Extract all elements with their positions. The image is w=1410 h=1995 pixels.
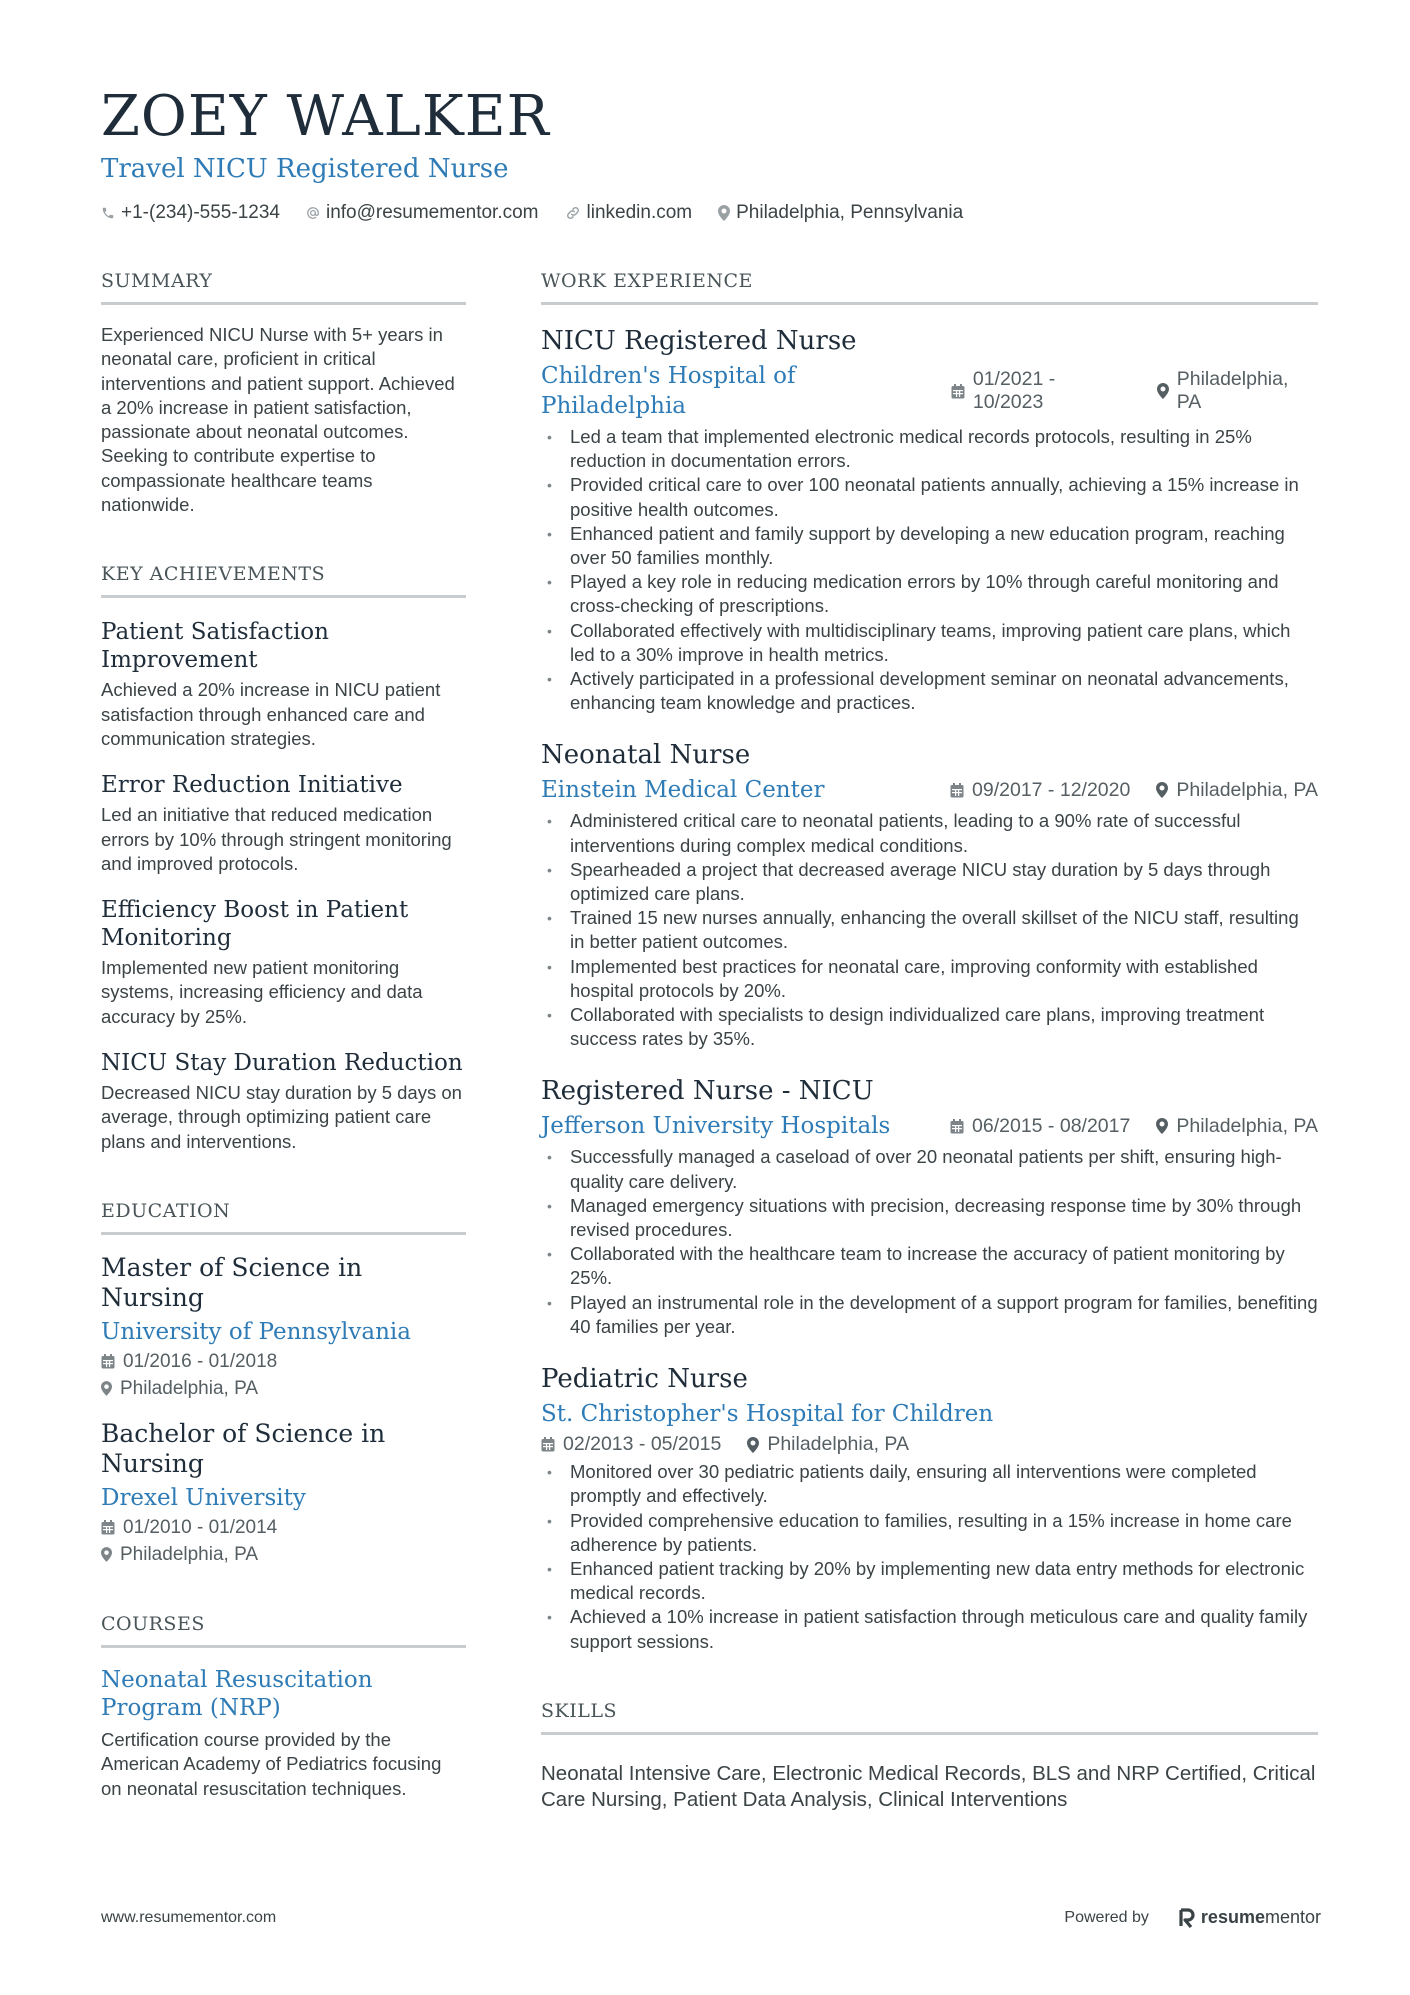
- job-company: Jefferson University Hospitals: [541, 1113, 891, 1140]
- calendar-icon: [950, 1119, 964, 1134]
- achievement-desc: Led an initiative that reduced medication errors by 10% through stringent monitoring and improved protocols.: [101, 804, 452, 874]
- education-item: [101, 1253, 466, 1401]
- location-pin-icon: [101, 1547, 112, 1562]
- achievement-item: [101, 771, 466, 876]
- achievement-title: NICU Stay Duration Reduction: [101, 1050, 463, 1077]
- achievement-desc: Implemented new patient monitoring systems, increasing efficiency and data accuracy by 25%.: [101, 957, 423, 1027]
- bullet-item: • Implemented best practices for neonatal care, improving conformity with established hospital protocols by 20%.: [541, 955, 1318, 1003]
- job-dates: [950, 1115, 1130, 1138]
- education-school: University of Pennsylvania: [101, 1318, 411, 1345]
- education-dates: [101, 1516, 466, 1540]
- job-role: Pediatric Nurse: [541, 1364, 748, 1395]
- job-entry: [541, 325, 1318, 715]
- job-bullets: [541, 425, 1318, 715]
- education-heading: EDUCATION: [101, 1198, 466, 1235]
- achievements-section: [101, 561, 466, 1154]
- bullet-item: • Played an instrumental role in the development of a support program for families, benefiting 40 families per year.: [541, 1291, 1318, 1339]
- location-pin-icon: [1156, 1118, 1168, 1134]
- job-location: [1156, 779, 1318, 802]
- calendar-icon: [101, 1520, 115, 1535]
- email-text: info@resumementor.com: [325, 202, 539, 223]
- dates-text: 02/2013 - 05/2015: [563, 1433, 722, 1456]
- location-text: Philadelphia, PA: [120, 1543, 259, 1565]
- bullet-item: • Successfully managed a caseload of over 20 neonatal patients per shift, ensuring high-quality care delivery.: [541, 1145, 1318, 1193]
- summary-section: [101, 268, 466, 517]
- job-meta: [541, 1433, 1318, 1456]
- bullet-item: • Enhanced patient tracking by 20% by implementing new data entry methods for electronic medical records.: [541, 1557, 1318, 1605]
- job-meta: [924, 779, 1318, 802]
- bullet-item: • Led a team that implemented electronic medical records protocols, resulting in 25% reduction in documentation errors.: [541, 425, 1318, 473]
- location-pin-icon: [101, 1381, 112, 1396]
- job-role: NICU Registered Nurse: [541, 326, 857, 356]
- bullet-item: • Managed emergency situations with precision, decreasing response time by 30% through revised procedures.: [541, 1194, 1318, 1242]
- education-degree: Bachelor of Science in Nursing: [101, 1418, 386, 1478]
- bullet-item: • Collaborated effectively with multidisciplinary teams, improving patient care plans, which led to a 30% improve in health metrics.: [541, 619, 1318, 667]
- location-text: Philadelphia, Pennsylvania: [736, 202, 964, 223]
- job-location: [1157, 368, 1318, 414]
- dates-text: 01/2021 - 10/2023: [972, 368, 1056, 413]
- bullet-item: • Trained 15 new nurses annually, enhancing the overall skillset of the NICU staff, resulting in better patient outcomes.: [541, 906, 1318, 954]
- resume-header: [101, 84, 1321, 224]
- job-location: [1156, 1115, 1318, 1138]
- job-bullets: [541, 1145, 1318, 1339]
- experience-section: [541, 268, 1318, 1654]
- education-dates: [101, 1350, 466, 1374]
- job-meta: [947, 368, 1318, 414]
- job-header-row: [541, 361, 1318, 421]
- location-pin-icon: [1156, 782, 1168, 798]
- footer-website[interactable]: www.resumementor.com: [101, 1908, 277, 1926]
- link-icon: [565, 205, 581, 221]
- achievement-item: [101, 618, 466, 751]
- dates-text: 09/2017 - 12/2020: [972, 778, 1131, 801]
- dates-text: 06/2015 - 08/2017: [972, 1114, 1131, 1137]
- experience-heading: WORK EXPERIENCE: [541, 268, 1318, 305]
- contact-location: [718, 202, 963, 224]
- bullet-item: • Collaborated with the healthcare team to increase the accuracy of patient monitoring by 25%.: [541, 1242, 1318, 1290]
- bullet-item: • Achieved a 10% increase in patient satisfaction through meticulous care and quality family support sessions.: [541, 1605, 1318, 1653]
- education-school: Drexel University: [101, 1484, 306, 1511]
- location-text: Philadelphia, PA: [1176, 778, 1318, 801]
- job-company: Einstein Medical Center: [541, 777, 825, 804]
- bullet-item: • Administered critical care to neonatal patients, leading to a 90% rate of successful interventions during complex medical conditions.: [541, 809, 1318, 857]
- resumementor-logo-icon: [1179, 1908, 1195, 1928]
- job-company: Children's Hospital of Philadelphia: [541, 363, 796, 419]
- achievements-heading: KEY ACHIEVEMENTS: [101, 561, 466, 598]
- courses-heading: COURSES: [101, 1611, 466, 1648]
- location-text: Philadelphia, PA: [767, 1433, 909, 1456]
- contact-phone: [101, 202, 280, 224]
- job-dates: [951, 368, 1131, 414]
- location-pin-icon: [747, 1437, 759, 1453]
- linkedin-text: linkedin.com: [586, 202, 693, 223]
- left-column: [101, 268, 466, 1845]
- education-item: [101, 1419, 466, 1567]
- education-section: [101, 1198, 466, 1567]
- achievement-desc: Achieved a 20% increase in NICU patient satisfaction through enhanced care and communication strategies.: [101, 679, 441, 749]
- job-header-row: [541, 1111, 1318, 1141]
- job-company: St. Christopher's Hospital for Children: [541, 1401, 994, 1428]
- skills-text: Neonatal Intensive Care, Electronic Medical Records, BLS and NRP Certified, Critical Care Nursing, Patient Data Analysis, Clinical Interventions: [541, 1761, 1316, 1811]
- achievement-item: [101, 1049, 466, 1154]
- course-desc: Certification course provided by the American Academy of Pediatrics focusing on neonatal resuscitation techniques.: [101, 1728, 442, 1799]
- bullet-item: • Provided critical care to over 100 neonatal patients annually, achieving a 15% increase in positive health outcomes.: [541, 473, 1318, 521]
- contact-bar: [101, 202, 1321, 224]
- location-pin-icon: [718, 205, 730, 221]
- course-title: Neonatal Resuscitation Program (NRP): [101, 1666, 373, 1721]
- bullet-item: • Spearheaded a project that decreased average NICU stay duration by 5 days through optimized care plans.: [541, 858, 1318, 906]
- education-degree: Master of Science in Nursing: [101, 1252, 363, 1312]
- candidate-title: Travel NICU Registered Nurse: [101, 154, 509, 184]
- education-location: [101, 1543, 466, 1567]
- job-meta: [924, 1115, 1318, 1138]
- achievement-title: Patient Satisfaction Improvement: [101, 619, 329, 674]
- summary-heading: SUMMARY: [101, 268, 466, 305]
- calendar-icon: [950, 783, 964, 798]
- job-entry: [541, 1363, 1318, 1654]
- dates-text: 01/2010 - 01/2014: [123, 1516, 278, 1538]
- education-location: [101, 1377, 466, 1401]
- job-entry: [541, 739, 1318, 1051]
- location-pin-icon: [1157, 383, 1169, 399]
- phone-text: +1-(234)-555-1234: [121, 202, 280, 223]
- contact-email[interactable]: [306, 202, 539, 224]
- bullet-item: • Provided comprehensive education to families, resulting in a 15% increase in home care adherence by patients.: [541, 1509, 1318, 1557]
- job-header-row: [541, 775, 1318, 805]
- job-role: Neonatal Nurse: [541, 740, 751, 771]
- job-bullets: [541, 809, 1318, 1051]
- right-column: [541, 268, 1318, 1813]
- powered-by-label: Powered by: [1064, 1908, 1149, 1926]
- brand-name-light: mentor: [1264, 1907, 1321, 1927]
- job-dates: [950, 779, 1130, 802]
- phone-icon: [101, 206, 115, 220]
- bullet-item: • Enhanced patient and family support by developing a new education program, reaching over 50 families monthly.: [541, 522, 1318, 570]
- powered-by: [1064, 1907, 1321, 1928]
- location-text: Philadelphia, PA: [120, 1377, 259, 1399]
- brand-name-bold: resume: [1200, 1907, 1265, 1927]
- bullet-item: • Actively participated in a professional development seminar on neonatal advancements, enhancing team knowledge and practices.: [541, 667, 1318, 715]
- calendar-icon: [951, 384, 965, 399]
- calendar-icon: [541, 1437, 555, 1452]
- at-icon: [306, 206, 320, 220]
- bullet-item: • Played a key role in reducing medication errors by 10% through careful monitoring and cross-checking of prescriptions.: [541, 570, 1318, 618]
- calendar-icon: [101, 1354, 115, 1369]
- location-text: Philadelphia, PA: [1176, 1114, 1318, 1137]
- location-text: Philadelphia, PA: [1176, 368, 1289, 413]
- achievement-title: Error Reduction Initiative: [101, 772, 403, 799]
- achievement-desc: Decreased NICU stay duration by 5 days on average, through optimizing patient care plans and interventions.: [101, 1082, 462, 1152]
- contact-linkedin[interactable]: [565, 202, 693, 224]
- job-location: [747, 1433, 909, 1456]
- job-dates: [541, 1433, 721, 1456]
- skills-section: [541, 1698, 1318, 1813]
- dates-text: 01/2016 - 01/2018: [123, 1350, 278, 1372]
- bullet-item: • Collaborated with specialists to design individualized care plans, improving treatment success rates by 35%.: [541, 1003, 1318, 1051]
- achievement-item: [101, 896, 466, 1029]
- job-role: Registered Nurse - NICU: [541, 1076, 874, 1107]
- skills-heading: SKILLS: [541, 1698, 1318, 1735]
- candidate-name: ZOEY WALKER: [101, 84, 550, 149]
- job-bullets: [541, 1460, 1318, 1654]
- job-entry: [541, 1075, 1318, 1339]
- courses-section: [101, 1611, 466, 1801]
- achievement-title: Efficiency Boost in Patient Monitoring: [101, 897, 409, 952]
- brand-logo[interactable]: [1179, 1907, 1321, 1928]
- page-footer: [101, 1907, 1321, 1928]
- summary-text: Experienced NICU Nurse with 5+ years in neonatal care, proficient in critical interventions and patient support. Achieved a 20% increase in patient satisfaction, passionate about neonatal outcomes. Seeking to contribute expertise to compassionate healthcare teams nationwide.: [101, 324, 455, 516]
- bullet-item: • Monitored over 30 pediatric patients daily, ensuring all interventions were completed promptly and effectively.: [541, 1460, 1318, 1508]
